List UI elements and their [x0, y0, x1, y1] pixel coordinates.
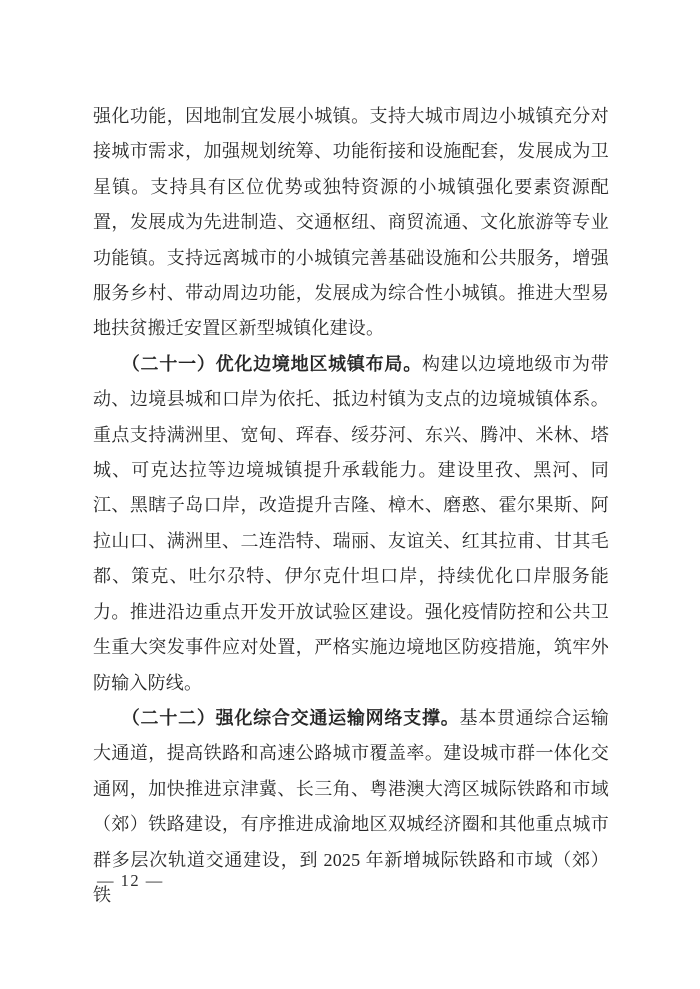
paragraph-continuation: [93, 99, 609, 347]
paragraph-item-21: [93, 347, 609, 701]
document-body: [93, 99, 609, 913]
paragraph-text: 基本贯通综合运输大通道，提高铁路和高速公路城市覆盖率。建设城市群一体化交通网，加快推进京津冀、长三角、粤港澳大湾区城际铁路和市域（郊）铁路建设，有序推进成渝地区双城经济圈和其他重点城市群多层次轨道交通建设，到 2025 年新增城际铁路和市域（郊）铁: [93, 707, 609, 905]
paragraph-item-22: [93, 701, 609, 913]
paragraph-heading: （二十一）优化边境地区城镇布局。: [121, 353, 422, 374]
paragraph-text: 强化功能，因地制宜发展小城镇。支持大城市周边小城镇充分对接城市需求，加强规划统筹、功能衔接和设施配套，发展成为卫星镇。支持具有区位优势或独特资源的小城镇强化要素资源配置，发展成为先进制造、交通枢纽、商贸流通、文化旅游等专业功能镇。支持远离城市的小城镇完善基础设施和公共服务，增强服务乡村、带动周边功能，发展成为综合性小城镇。推进大型易地扶贫搬迁安置区新型城镇化建设。: [93, 106, 609, 339]
paragraph-heading: （二十二）强化综合交通运输网络支撑。: [121, 707, 460, 728]
paragraph-text: 构建以边境地级市为带动、边境县城和口岸为依托、抵边村镇为支点的边境城镇体系。重点支持满洲里、宽甸、珲春、绥芬河、东兴、腾冲、米林、塔城、可克达拉等边境城镇提升承载能力。建设里孜、黑河、同江、黑瞎子岛口岸，改造提升吉隆、樟木、磨憨、霍尔果斯、阿拉山口、满洲里、二连浩特、瑞丽、友谊关、红其拉甫、甘其毛都、策克、吐尔尕特、伊尔克什坦口岸，持续优化口岸服务能力。推进沿边重点开发开放试验区建设。强化疫情防控和公共卫生重大突发事件应对处置，严格实施边境地区防疫措施，筑牢外防输入防线。: [93, 353, 610, 693]
page-number: — 12 —: [97, 871, 164, 890]
